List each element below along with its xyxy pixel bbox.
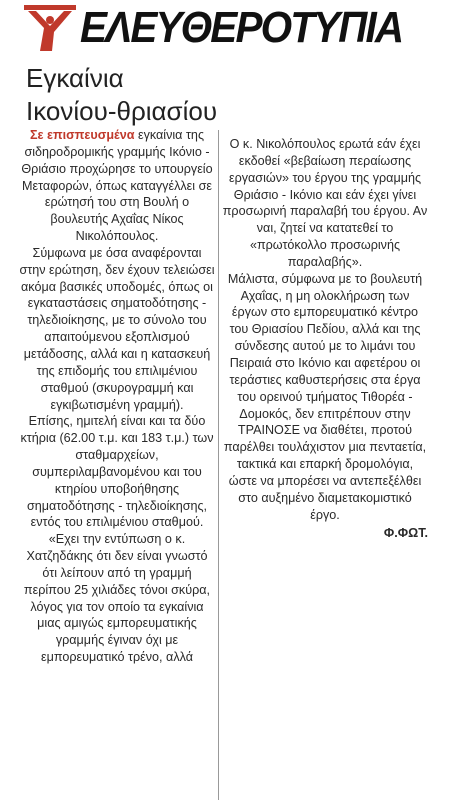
newspaper-title: ΕΛΕΥΘΕΡΟΤΥΠΙΑ (80, 3, 403, 52)
article-column-left (18, 127, 216, 666)
paragraph-5: Ο κ. Νικολόπουλος ερωτά εάν έχει εκδοθεί «βεβαίωση περαίωσης εργασιών» του έργου της γραμμής Θριάσιο - Ικόνιο και εάν έχει γίνει προσωρινή παραλαβή του έργου. Αν ναι, ζητεί να κατατεθεί το «πρωτόκολλο προσωρινής παραλαβής». (222, 137, 428, 269)
article-column-right (222, 136, 428, 542)
masthead (22, 2, 452, 54)
paragraph-1-text: εγκαίνια της σιδηροδρομικής γραμμής Ικόνιο - Θριάσιο προχώρησε το υπουργείο Μεταφορών, όπως καταγγέλλει σε ερώτησή του στη Βουλή ο βουλευτής Αχαΐας Νίκος Νικολόπουλος. (21, 128, 213, 244)
paragraph-6: Μάλιστα, σύμφωνα με το βουλευτή Αχαΐας, η μη ολοκλήρωση των έργων στο εμπορευματικό κέντρο του Θριασίου Πεδίου, αλλά και της σύνδεσης αυτού με το λιμάνι του Πειραιά στο Ικόνιο και αφετέρου οι τεράστιες καθυστερήσεις στα έργα του ορεινού τμήματος Τιθορέα - Δομοκός, δεν επιτρέπουν στην ΤΡΑΙΝΟΣΕ να διαθέτει, προτού παρέλθει τουλάχιστον μια πενταετία, τακτικά και επαρκή δρομολόγια, ώστε να μπορέσει να αντεπεξέλθει στο αυξημένο διαμετακομιστικό έργο. (223, 271, 427, 522)
author-signature: Φ.ΦΩΤ. (383, 526, 428, 541)
newspaper-logo-figure-icon (22, 2, 78, 54)
headline-line-1: Εγκαίνια (26, 63, 124, 93)
lead-words: Σε επισπευσμένα (29, 128, 135, 142)
paragraph-1 (18, 127, 216, 245)
paragraph-2: Σύμφωνα με όσα αναφέρονται στην ερώτηση, δεν έχουν τελειώσει ακόμα βασικές υποδομές, όπως οι εγκαταστάσεις σηματοδότησης - τηλεδιοίκησης, με το σύνολο του απαιτούμενου εξοπλισμού μετάδοσης, αλλά και η κατασκευή της επιδομής του επιλιμένιου σταθμού (σκυρογραμμή και εγκιβωτισμένη γραμμή). (19, 245, 215, 412)
column-divider (218, 130, 219, 800)
paragraph-4: «Εχει την εντύπωση ο κ. Χατζηδάκης ότι δεν είναι γνωστό ότι λείπουν από τη γραμμή περίπου 25 χιλιάδες τόνοι σκύρα, λόγος για τον οποίο τα εγκαίνια μιας αμιγώς εμπορευματικής γραμμής έγιναν όχι με εμπορευματικό τρένο, αλλά (23, 532, 211, 665)
paragraph-3: Επίσης, ημιτελή είναι και τα δύο κτήρια (62.00 τ.μ. και 183 τ.μ.) των σταθμαρχείων, συμπεριλαμβανομένου και του κτηρίου υποβοήθησης σηματοδότησης - τηλεδιοίκησης, εντός του επιλιμένιου σταθμού. (20, 414, 214, 530)
headline-line-2: Ικονίου-θριασίου (26, 96, 218, 126)
article-headline (26, 62, 326, 128)
